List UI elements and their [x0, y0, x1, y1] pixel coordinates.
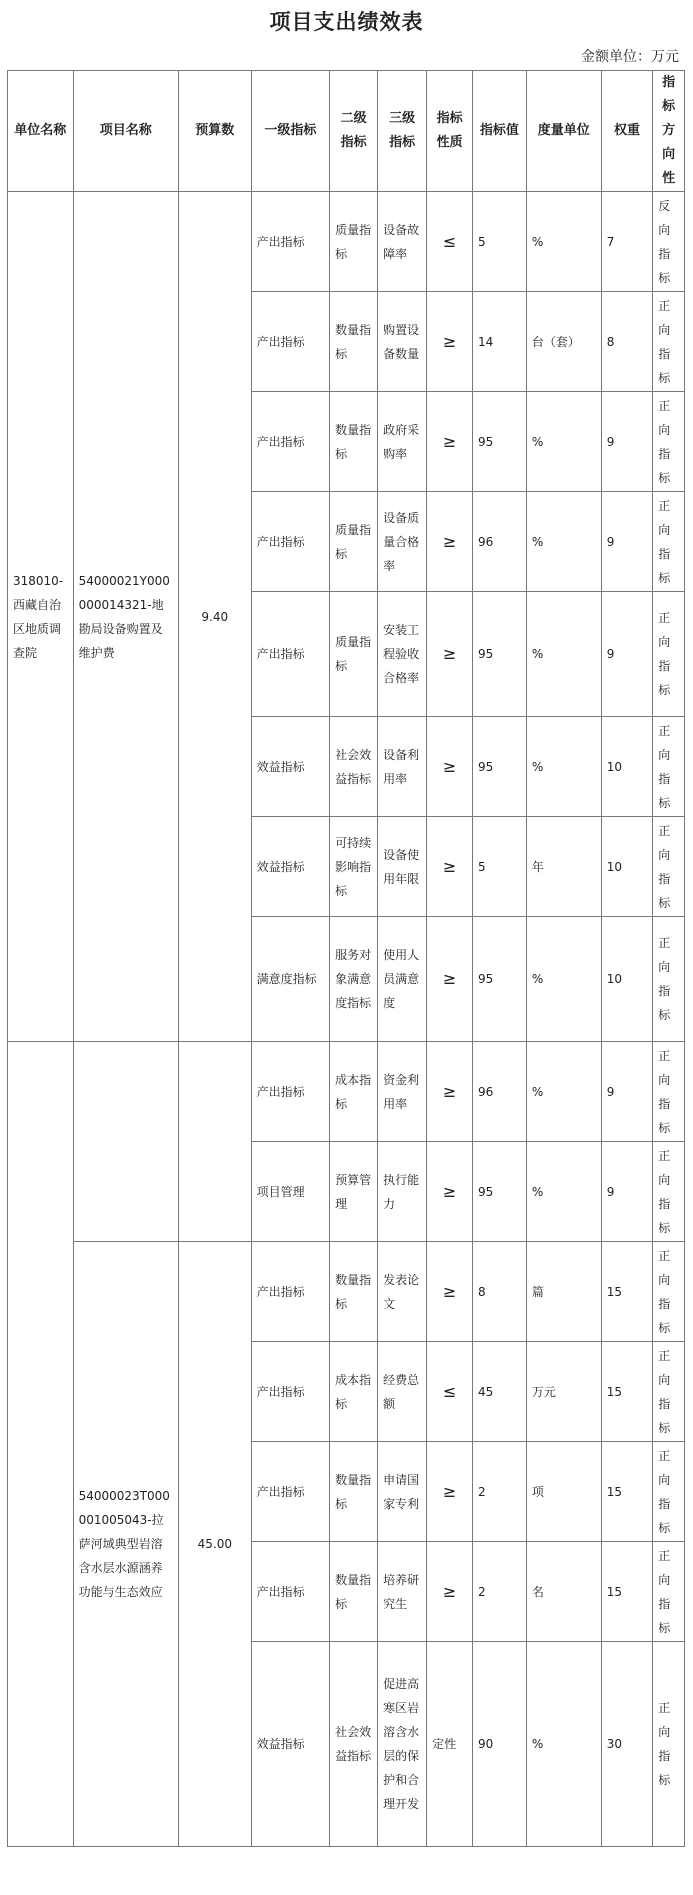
nature-cell: ≥	[427, 1242, 473, 1342]
header-unit-name: 单位名称	[8, 71, 74, 192]
direction-cell: 正向指标	[653, 717, 685, 817]
level1-indicator-cell: 产出指标	[251, 392, 329, 492]
level1-indicator-cell: 效益指标	[251, 717, 329, 817]
value-cell: 14	[472, 292, 526, 392]
nature-cell: ≥	[427, 592, 473, 717]
measure-unit-cell: 项	[526, 1442, 601, 1542]
level1-indicator-cell: 项目管理	[251, 1142, 329, 1242]
weight-cell: 9	[601, 492, 653, 592]
budget-cell	[178, 1042, 251, 1242]
header-level1: 一级指标	[251, 71, 329, 192]
direction-cell: 正向指标	[653, 292, 685, 392]
direction-cell: 正向指标	[653, 917, 685, 1042]
direction-cell: 正向指标	[653, 492, 685, 592]
nature-cell: ≥	[427, 917, 473, 1042]
level1-indicator-cell: 产出指标	[251, 1342, 329, 1442]
direction-cell: 正向指标	[653, 1642, 685, 1847]
direction-cell: 反向指标	[653, 192, 685, 292]
table-row	[8, 1042, 685, 1142]
level3-indicator-cell: 促进高寒区岩溶含水层的保护和合理开发	[378, 1642, 427, 1847]
measure-unit-cell: %	[526, 1142, 601, 1242]
direction-cell: 正向指标	[653, 1242, 685, 1342]
nature-cell: ≥	[427, 1542, 473, 1642]
value-cell: 90	[472, 1642, 526, 1847]
level2-indicator-cell: 质量指标	[330, 492, 378, 592]
level3-indicator-cell: 设备利用率	[378, 717, 427, 817]
level1-indicator-cell: 产出指标	[251, 1542, 329, 1642]
level3-indicator-cell: 培养研究生	[378, 1542, 427, 1642]
level3-indicator-cell: 设备故障率	[378, 192, 427, 292]
header-weight: 权重	[601, 71, 653, 192]
weight-cell: 10	[601, 917, 653, 1042]
level2-indicator-cell: 数量指标	[330, 1542, 378, 1642]
level1-indicator-cell: 产出指标	[251, 592, 329, 717]
level2-indicator-cell: 社会效益指标	[330, 1642, 378, 1847]
measure-unit-cell: 年	[526, 817, 601, 917]
level2-indicator-cell: 成本指标	[330, 1042, 378, 1142]
level3-indicator-cell: 申请国家专利	[378, 1442, 427, 1542]
measure-unit-cell: 篇	[526, 1242, 601, 1342]
value-cell: 5	[472, 817, 526, 917]
unit-name-cell	[8, 1042, 74, 1847]
value-cell: 8	[472, 1242, 526, 1342]
level2-indicator-cell: 质量指标	[330, 192, 378, 292]
level1-indicator-cell: 产出指标	[251, 292, 329, 392]
header-nature: 指标性质	[427, 71, 473, 192]
weight-cell: 15	[601, 1442, 653, 1542]
level1-indicator-cell: 效益指标	[251, 1642, 329, 1847]
value-cell: 95	[472, 592, 526, 717]
value-cell: 2	[472, 1442, 526, 1542]
header-project-name: 项目名称	[73, 71, 178, 192]
direction-cell: 正向指标	[653, 817, 685, 917]
level3-indicator-cell: 政府采购率	[378, 392, 427, 492]
level3-indicator-cell: 使用人员满意度	[378, 917, 427, 1042]
header-measure-unit: 度量单位	[526, 71, 601, 192]
nature-cell: ≤	[427, 192, 473, 292]
level3-indicator-cell: 经费总额	[378, 1342, 427, 1442]
measure-unit-cell: %	[526, 592, 601, 717]
table-body	[8, 192, 685, 1847]
level3-indicator-cell: 执行能力	[378, 1142, 427, 1242]
table-row	[8, 192, 685, 292]
weight-cell: 9	[601, 1042, 653, 1142]
header-budget: 预算数	[178, 71, 251, 192]
measure-unit-cell: %	[526, 917, 601, 1042]
value-cell: 95	[472, 917, 526, 1042]
value-cell: 95	[472, 1142, 526, 1242]
weight-cell: 7	[601, 192, 653, 292]
level1-indicator-cell: 产出指标	[251, 1242, 329, 1342]
measure-unit-cell: %	[526, 192, 601, 292]
budget-cell: 9.40	[178, 192, 251, 1042]
level3-indicator-cell: 资金利用率	[378, 1042, 427, 1142]
budget-cell: 45.00	[178, 1242, 251, 1847]
level2-indicator-cell: 可持续影响指标	[330, 817, 378, 917]
value-cell: 5	[472, 192, 526, 292]
level2-indicator-cell: 成本指标	[330, 1342, 378, 1442]
level2-indicator-cell: 数量指标	[330, 392, 378, 492]
level1-indicator-cell: 产出指标	[251, 1442, 329, 1542]
level3-indicator-cell: 设备质量合格率	[378, 492, 427, 592]
direction-cell: 正向指标	[653, 1542, 685, 1642]
weight-cell: 9	[601, 592, 653, 717]
value-cell: 96	[472, 1042, 526, 1142]
value-cell: 2	[472, 1542, 526, 1642]
level2-indicator-cell: 社会效益指标	[330, 717, 378, 817]
amount-unit-label: 金额单位：万元	[581, 49, 679, 65]
nature-cell: ≥	[427, 717, 473, 817]
weight-cell: 30	[601, 1642, 653, 1847]
level3-indicator-cell: 安装工程验收合格率	[378, 592, 427, 717]
level1-indicator-cell: 产出指标	[251, 1042, 329, 1142]
measure-unit-cell: %	[526, 717, 601, 817]
value-cell: 45	[472, 1342, 526, 1442]
value-cell: 96	[472, 492, 526, 592]
direction-cell: 正向指标	[653, 1142, 685, 1242]
weight-cell: 10	[601, 717, 653, 817]
level2-indicator-cell: 数量指标	[330, 1442, 378, 1542]
level2-indicator-cell: 预算管理	[330, 1142, 378, 1242]
measure-unit-cell: %	[526, 492, 601, 592]
level1-indicator-cell: 产出指标	[251, 492, 329, 592]
measure-unit-cell: %	[526, 392, 601, 492]
value-cell: 95	[472, 392, 526, 492]
header-level2: 二级指标	[330, 71, 378, 192]
weight-cell: 9	[601, 392, 653, 492]
level1-indicator-cell: 满意度指标	[251, 917, 329, 1042]
weight-cell: 8	[601, 292, 653, 392]
measure-unit-cell: %	[526, 1642, 601, 1847]
weight-cell: 15	[601, 1242, 653, 1342]
direction-cell: 正向指标	[653, 1342, 685, 1442]
measure-unit-cell: %	[526, 1042, 601, 1142]
header-value: 指标值	[472, 71, 526, 192]
table-row	[8, 1242, 685, 1342]
nature-cell: ≥	[427, 492, 473, 592]
nature-cell: ≥	[427, 817, 473, 917]
level2-indicator-cell: 数量指标	[330, 292, 378, 392]
measure-unit-cell: 万元	[526, 1342, 601, 1442]
project-name-cell	[73, 1042, 178, 1242]
level3-indicator-cell: 设备使用年限	[378, 817, 427, 917]
weight-cell: 9	[601, 1142, 653, 1242]
nature-cell: ≤	[427, 1342, 473, 1442]
measure-unit-cell: 名	[526, 1542, 601, 1642]
value-cell: 95	[472, 717, 526, 817]
direction-cell: 正向指标	[653, 1042, 685, 1142]
unit-name-cell: 318010-西藏自治区地质调查院	[8, 192, 74, 1042]
weight-cell: 15	[601, 1342, 653, 1442]
weight-cell: 15	[601, 1542, 653, 1642]
project-name-cell: 54000023T000001005043-拉萨河域典型岩溶含水层水源涵养功能与生态效应	[73, 1242, 178, 1847]
header-level3: 三级指标	[378, 71, 427, 192]
nature-cell: ≥	[427, 1142, 473, 1242]
level3-indicator-cell: 购置设备数量	[378, 292, 427, 392]
project-name-cell: 54000021Y000000014321-地勘局设备购置及维护费	[73, 192, 178, 1042]
direction-cell: 正向指标	[653, 592, 685, 717]
direction-cell: 正向指标	[653, 392, 685, 492]
level1-indicator-cell: 产出指标	[251, 192, 329, 292]
weight-cell: 10	[601, 817, 653, 917]
level2-indicator-cell: 服务对象满意度指标	[330, 917, 378, 1042]
level2-indicator-cell: 质量指标	[330, 592, 378, 717]
page-title: 项目支出绩效表	[269, 10, 424, 34]
performance-table	[7, 70, 685, 1847]
header-direction: 指标方向性	[653, 71, 685, 192]
measure-unit-cell: 台（套）	[526, 292, 601, 392]
level1-indicator-cell: 效益指标	[251, 817, 329, 917]
nature-cell: 定性	[427, 1642, 473, 1847]
nature-cell: ≥	[427, 292, 473, 392]
level3-indicator-cell: 发表论文	[378, 1242, 427, 1342]
header-row	[8, 71, 685, 192]
level2-indicator-cell: 数量指标	[330, 1242, 378, 1342]
nature-cell: ≥	[427, 1042, 473, 1142]
nature-cell: ≥	[427, 392, 473, 492]
direction-cell: 正向指标	[653, 1442, 685, 1542]
nature-cell: ≥	[427, 1442, 473, 1542]
